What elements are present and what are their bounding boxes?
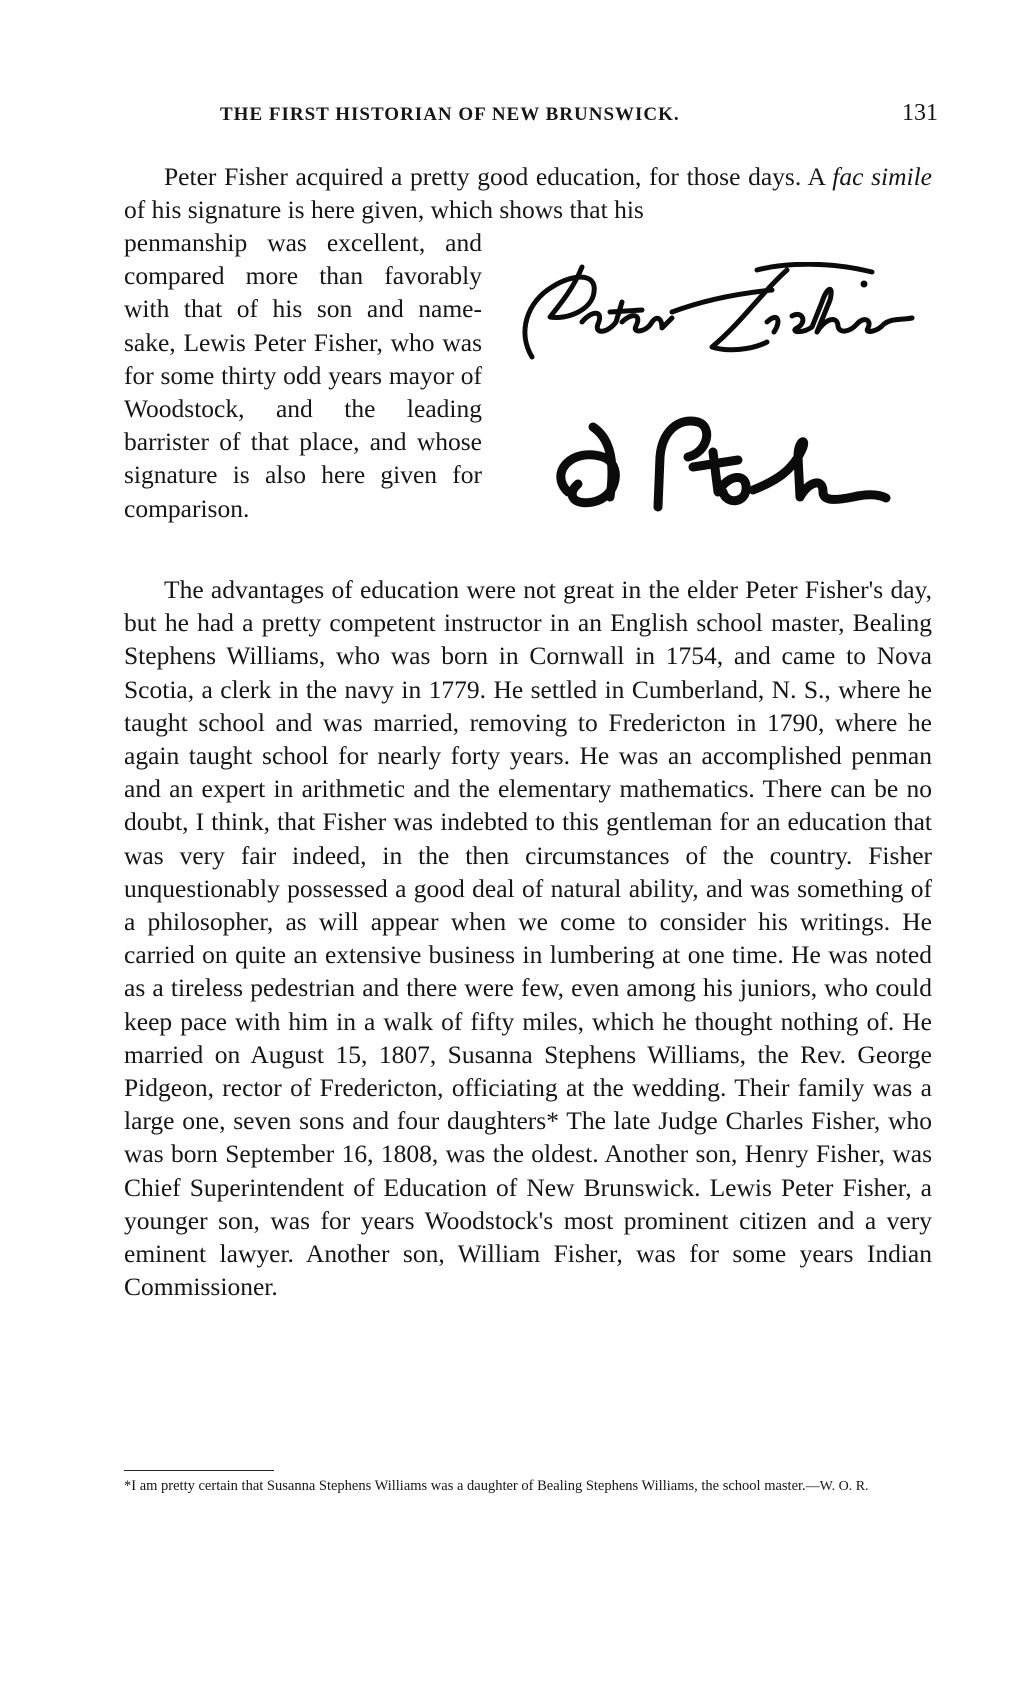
footnote-rule <box>124 1470 274 1471</box>
paragraph-wrapped-text: penmanship was excellent, and compared more than favorably with that of his son and name-sake, Lewis Peter Fisher, who was for some thirty odd years mayor of Woodstock, and the leading barrister of that place, and whose signature is also here given for comparison. <box>124 228 482 523</box>
footnote <box>124 1478 932 1495</box>
signature-peter-fisher <box>512 262 932 372</box>
signature-lewis-peter-fisher <box>548 412 898 522</box>
paragraph-opening <box>124 160 932 226</box>
fac-simile-italic: fac simile <box>832 162 933 191</box>
footnote-text: *I am pretty certain that Susanna Stephens Williams was a daughter of Bealing Stephens Williams, the school master. <box>124 1478 806 1494</box>
paragraph-opening-middle: of his signature is here given, which shows that his <box>124 195 644 225</box>
footnote-signoff: —W. O. R. <box>805 1479 869 1494</box>
paragraph-education: The advantages of education were not great in the elder Peter Fisher's day, but he had a pretty competent instructor in an English school master, Bealing Stephens Williams, who was born in Cornwall in 1754, and came to Nova Scotia, a clerk in the navy in 1779. He settled in Cumberland, N. S., where he taught school and was married, removing to Fredericton in 1790, where he again taught school for nearly forty years. He was an accomplished penman and an expert in arithmetic and the elementary mathematics. There can be no doubt, I think, that Fisher was indebted to this gentleman for an education that was very fair indeed, in the then circumstances of the country. Fisher unquestionably possessed a good deal of natural ability, and was something of a philosopher, as will appear when we come to consider his writings. He carried on quite an extensive business in lumbering at one time. He was noted as a tireless pedestrian and there were few, even among his juniors, who could keep pace with him in a walk of fifty miles, which he thought nothing of. He married on August 15, 1807, Susanna Stephens Williams, the Rev. George Pidgeon, rector of Fredericton, officiating at the wedding. Their family was a large one, seven sons and four daughters* The late Judge Charles Fisher, who was born September 16, 1808, was the oldest. Another son, Henry Fisher, was Chief Superintendent of Education of New Brunswick. Lewis Peter Fisher, a younger son, was for years Woodstock's most prominent citizen and a very eminent lawyer. Another son, William Fisher, was for some years Indian Commissioner. <box>124 575 932 1302</box>
page-number: 131 <box>902 100 938 126</box>
running-head: THE FIRST HISTORIAN OF NEW BRUNSWICK. <box>220 104 680 125</box>
paragraph-opening-start: Peter Fisher acquired a pretty good education, for those days. A <box>164 162 833 191</box>
